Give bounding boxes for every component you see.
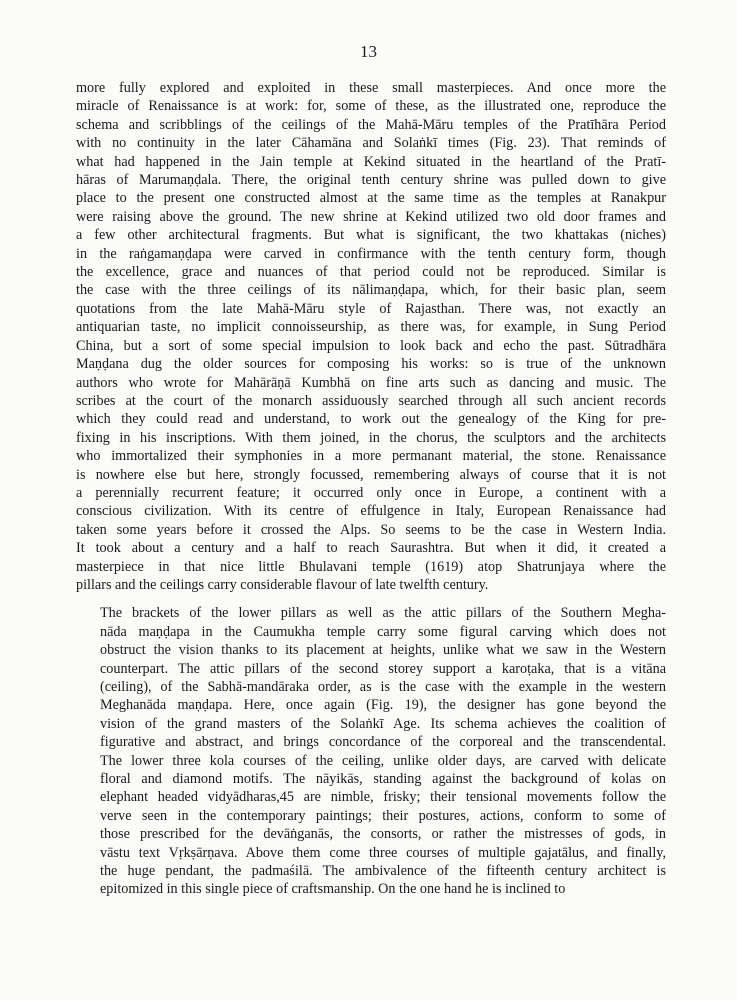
text-line: China, but a sort of some special impulsion to look back and echo the past. Sūtradhāra: [76, 337, 666, 354]
text-line: nāda maṇḍapa in the Caumukha temple carry some figural carving which does not: [100, 623, 666, 640]
text-line: obstruct the vision thanks to its placement at heights, unlike what we saw in the Western: [100, 642, 666, 659]
text-line: (ceiling), of the Sabhā-mandāraka order, as is the case with the example in the western: [100, 679, 666, 695]
text-line: conscious civilization. With its centre of effulgence in Italy, European Renaissance had: [76, 503, 666, 520]
text-line: is nowhere else but here, strongly focussed, remembering always of course that it is not: [76, 466, 666, 483]
text-line: It took about a century and a half to reach Saurashtra. But when it did, it created a: [76, 540, 666, 557]
text-line: Maṇḍana dug the older sources for composing his works: so is true of the unknown: [76, 356, 666, 373]
text-line: more fully explored and exploited in these small masterpieces. And once more the: [76, 80, 666, 96]
text-line: the huge pendant, the padmaśilā. The ambivalence of the fifteenth century architect is: [100, 863, 666, 880]
text-line: hāras of Marumaṇḍala. There, the original tenth century shrine was pulled down to give: [76, 172, 666, 189]
text-line: who immortalized their symphonies in a more permanant material, the stone. Renaissance: [76, 448, 666, 465]
text-line: were raising above the ground. The new shrine at Kekind utilized two old door frames and: [76, 208, 666, 225]
text-line: figurative and abstract, and brings concordance of the corporeal and the transcendental.: [100, 734, 666, 751]
body-text: [76, 79, 666, 899]
text-line: verve seen in the contemporary paintings; their postures, actions, conform to some of: [100, 807, 666, 824]
text-line: Meghanāda maṇḍapa. Here, once again (Fig. 19), the designer has gone beyond the: [100, 697, 666, 714]
text-line: with no continuity in the later Cāhamāna and Solaṅkī times (Fig. 23). That reminds of: [76, 135, 666, 152]
text-line: place to the present one constructed almost at the same time as the temples at Ranakpur: [76, 190, 666, 207]
page-number: 13: [360, 42, 377, 61]
text-line: authors who wrote for Mahārāṇā Kumbhā on fine arts such as dancing and music. The: [76, 374, 666, 391]
text-line: a perennially recurrent feature; it occurred only once in Europe, a continent with a: [76, 484, 666, 501]
text-line: the excellence, grace and nuances of that period could not be reproduced. Similar is: [76, 264, 666, 281]
text-line: vision of the grand masters of the Solaṅkī Age. Its schema achieves the coalition of: [100, 715, 666, 732]
text-line: The lower three kola courses of the ceiling, unlike older days, are carved with delicate: [100, 752, 666, 769]
text-line: schema and scribblings of the ceilings of the Mahā-Māru temples of the Pratīhāra Period: [76, 116, 666, 133]
paragraph-1: [76, 79, 666, 594]
text-line: scribes at the court of the monarch assiduously searched through all such ancient records: [76, 392, 666, 409]
text-line: a few other architectural fragments. But what is significant, the two khattakas (niches): [76, 227, 666, 244]
text-line: epitomized in this single piece of craftsmanship. On the one hand he is inclined to: [100, 881, 566, 898]
text-line: which they could read and understand, to work out the genealogy of the King for pre-: [76, 411, 666, 428]
text-line: quotations from the late Mahā-Māru style of Rajasthan. There was, not exactly an: [76, 300, 666, 317]
text-line: those prescribed for the devāṅganās, the consorts, or rather the mistresses of gods, in: [100, 826, 666, 843]
text-line: elephant headed vidyādharas,45 are nimble, frisky; their tensional movements follow the: [100, 789, 666, 806]
text-line: what had happened in the Jain temple at Kekind situated in the heartland of the Pratī-: [76, 153, 666, 170]
text-line: fixing in his inscriptions. With them joined, in the chorus, the sculptors and the architects: [76, 429, 666, 446]
text-line: masterpiece in that nice little Bhulavani temple (1619) atop Shatrunjaya where the: [76, 558, 666, 575]
text-line: miracle of Renaissance is at work: for, some of these, as the illustrated one, reproduce the: [76, 98, 666, 115]
paragraph-2: [76, 604, 666, 899]
text-line: antiquarian taste, no implicit connoisseurship, as there was, for example, in Sung Period: [76, 319, 666, 336]
text-line: counterpart. The attic pillars of the second storey support a karoṭaka, that is a vitāna: [100, 660, 666, 677]
text-line: The brackets of the lower pillars as well as the attic pillars of the Southern Megha-: [100, 605, 666, 622]
text-line: the case with the three ceilings of its nālimaṇḍapa, which, for their basic plan, seem: [76, 282, 666, 299]
text-line: taken some years before it crossed the Alps. So seems to be the case in Western India.: [76, 521, 666, 538]
text-line: vāstu text Vṛkṣārṇava. Above them come three courses of multiple gajatālus, and finally,: [100, 844, 666, 861]
text-line: pillars and the ceilings carry considerable flavour of late twelfth century.: [76, 576, 489, 593]
text-line: floral and diamond motifs. The nāyikās, standing against the background of kolas on: [100, 771, 666, 788]
text-line: in the raṅgamaṇḍapa were carved in confirmance with the tenth century form, though: [76, 245, 666, 262]
